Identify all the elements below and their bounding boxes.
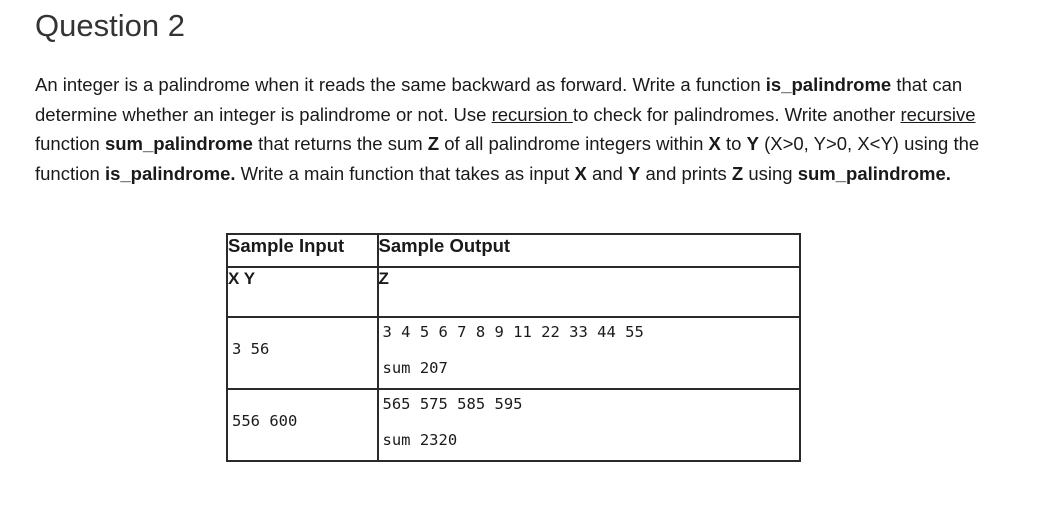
question-title: Question 2 [35, 8, 185, 43]
var-z: Z [731, 162, 744, 184]
table-header-row [227, 234, 800, 267]
header-sample-input: Sample Input [227, 234, 378, 267]
subheader-output-var: Z [378, 267, 800, 317]
sample-input-value: 3 56 [232, 340, 270, 358]
var-x: X [708, 133, 721, 155]
sample-output-palindromes: 3 4 5 6 7 8 9 11 22 33 44 55 [382, 323, 644, 341]
desc-text: An integer is a palindrome when it reads the same backward as forward. Write a function [35, 74, 766, 95]
table-row [227, 317, 800, 389]
recursive-link-text: recursive [900, 103, 976, 125]
function-name-sum-palindrome: sum_palindrome. [797, 162, 951, 184]
desc-text: (X>0, Y>0, X<Y) using the function [35, 133, 980, 184]
sample-output-cell [378, 389, 800, 461]
sample-input-cell [227, 389, 378, 461]
header-sample-output: Sample Output [378, 234, 800, 267]
sample-output-palindromes: 565 575 585 595 [382, 395, 523, 413]
table-subheader-row [227, 267, 800, 317]
sample-output-sum: sum 207 [382, 359, 448, 377]
question-description [35, 70, 1035, 188]
desc-text: to [720, 133, 747, 155]
sample-output-sum: sum 2320 [382, 431, 458, 449]
var-y: Y [746, 133, 759, 155]
var-y: Y [628, 162, 641, 184]
recursion-link-text: recursion [491, 103, 573, 125]
sample-input-value: 556 600 [232, 412, 298, 430]
desc-text: of all palindrome integers within [439, 133, 709, 155]
sample-output-cell [378, 317, 800, 389]
desc-text: function [35, 133, 105, 155]
sample-input-cell [227, 317, 378, 389]
desc-text: that can determine whether an integer is palindrome or not. Use [35, 74, 963, 125]
sample-io-table [226, 233, 801, 462]
desc-text: and prints [640, 162, 732, 184]
desc-text: to check for palindromes. Write another [572, 103, 901, 125]
function-name-is-palindrome: is_palindrome [765, 74, 892, 95]
desc-text: that returns the sum [252, 133, 428, 155]
var-z: Z [427, 133, 440, 155]
desc-text: Write a main function that takes as input [235, 162, 575, 184]
function-name-is-palindrome: is_palindrome. [104, 162, 236, 184]
var-x: X [574, 162, 587, 184]
function-name-sum-palindrome: sum_palindrome [104, 133, 253, 155]
subheader-input-vars: X Y [227, 267, 378, 317]
table-row [227, 389, 800, 461]
desc-text: and [586, 162, 629, 184]
desc-text: using [743, 162, 798, 184]
